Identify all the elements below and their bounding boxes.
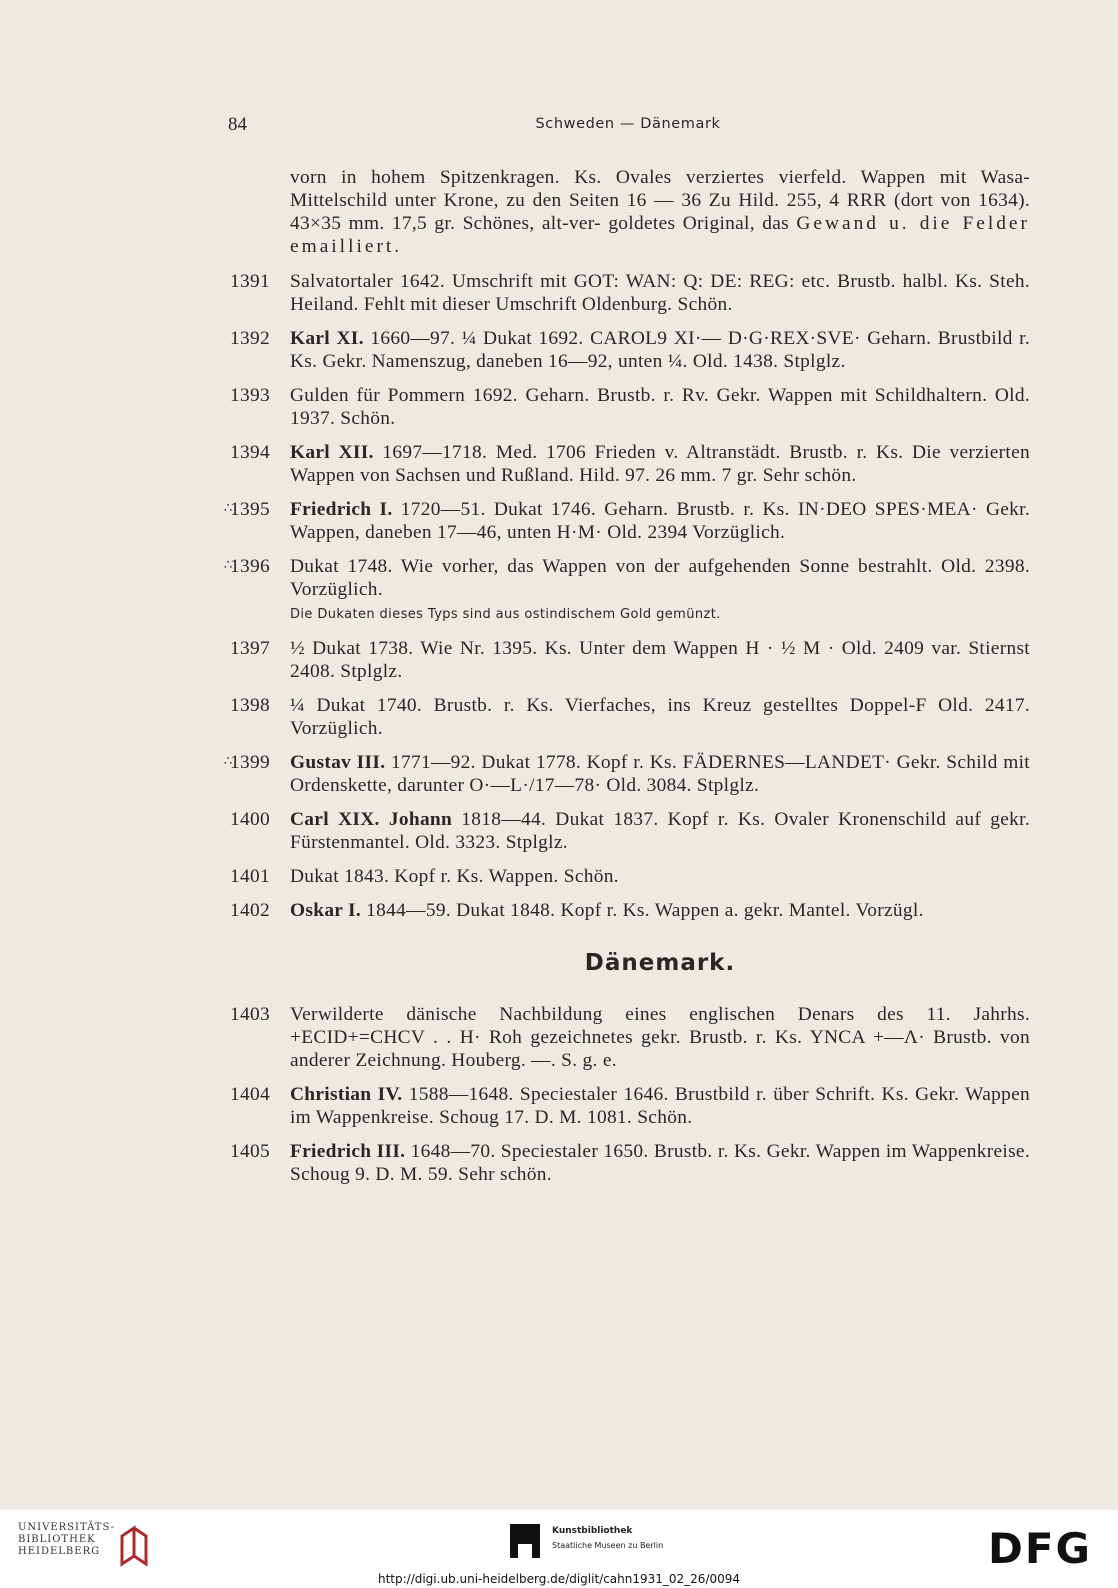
catalog-entry [224, 498, 1030, 544]
entry-text: Dukat 1843. Kopf r. Ks. Wappen. Schön. [290, 866, 619, 887]
entry-number-text: 1393 [230, 385, 270, 406]
uni-heidelberg-logo[interactable] [18, 1522, 158, 1572]
entry-number [230, 327, 290, 373]
entry-number-text: 1399 [230, 752, 270, 773]
entry-text: 1771—92. Dukat 1778. Kopf r. Ks. FÄDERNES—LANDET· Gekr. Schild mit Ordenskette, darunter O·—L·/17—78· Old. 3084. Stplglz. [290, 752, 1030, 796]
entry-ruler: Karl XI. [290, 328, 364, 349]
entry-number-text: 1394 [230, 442, 270, 463]
section-heading: Dänemark. [584, 950, 736, 976]
entry-number-text: 1402 [230, 900, 270, 921]
kunstbibliothek-mark-icon [510, 1524, 540, 1558]
entry-number-text: 1401 [230, 866, 270, 887]
entry-number [230, 1003, 290, 1072]
entry-description [290, 498, 1030, 544]
entry-number [224, 498, 290, 544]
entry-ruler: Karl XII. [290, 442, 374, 463]
entry-number [230, 1140, 290, 1186]
entry-number [230, 865, 290, 888]
entry-number-text: 1397 [230, 638, 270, 659]
entry-description [290, 808, 1030, 854]
catalog-text [224, 166, 1031, 1197]
entry-text: ½ Dukat 1738. Wie Nr. 1395. Ks. Unter dem Wappen H · ½ M · Old. 2409 var. Stiernst 2408. Stplglz. [290, 638, 1030, 682]
entry-description [290, 384, 1030, 430]
catalog-entry [224, 751, 1030, 797]
catalog-entry [230, 1003, 1030, 1072]
catalog-entry [230, 637, 1030, 683]
catalog-entry [230, 694, 1030, 740]
entry-description [290, 555, 1030, 626]
entry-ruler: Friedrich III. [290, 1141, 406, 1162]
entry-ruler: Oskar I. [290, 900, 362, 921]
running-head: Schweden — Dänemark [535, 116, 721, 132]
entry-text: Salvatortaler 1642. Umschrift mit GOT: WAN: Q: DE: REG: etc. Brustb. halbl. Ks. Steh. Heiland. Fehlt mit dieser Umschrift Oldenburg. Schön. [290, 271, 1030, 315]
entry-description [290, 1003, 1030, 1072]
catalog-entries [224, 270, 1030, 922]
continuation-line: mit Wasa-Mittelschild unter Krone, zu den Seiten 16 — 36 Zu Hild. [290, 167, 1031, 211]
catalog-entry [230, 327, 1030, 373]
footer-bar [0, 1510, 1118, 1588]
continuation-line: vorn in hohem Spitzenkragen. Ks. Ovales verziertes vierfeld. Wappen [290, 167, 926, 188]
entry-text: 1818—44. Dukat 1837. Kopf r. Ks. Ovaler Kronenschild auf gekr. Fürstenmantel. Old. 3323. Stplglz. [290, 809, 1030, 853]
page-header [228, 114, 1028, 144]
star-marker-icon: ∴ [224, 558, 233, 573]
entry-text: Verwilderte dänische Nachbildung eines englischen Denars des 11. Jahrhs. +ECID+=CHCV . . H· Roh gezeichnetes gekr. Brustb. r. Ks. YNCA +—Λ· Brustb. von anderer Zeichnung. Houberg. —. S. g. e. [290, 1004, 1030, 1071]
entry-text: 1844—59. Dukat 1848. Kopf r. Ks. Wappen a. gekr. Mantel. Vorzügl. [366, 900, 924, 921]
entry-description [290, 865, 1030, 888]
uni-line: UNIVERSITÄTS- [18, 1522, 116, 1533]
entry-number-text: 1395 [230, 499, 270, 520]
continuation-paragraph [290, 166, 1030, 258]
entry-number-text: 1398 [230, 695, 270, 716]
star-marker-icon: ∴ [224, 501, 233, 516]
catalog-entries-denmark [230, 1003, 1030, 1186]
entry-description [290, 441, 1030, 487]
entry-number [230, 384, 290, 430]
entry-text: Gulden für Pommern 1692. Geharn. Brustb. r. Rv. Gekr. Wappen mit Schildhaltern. Old. 1937. Schön. [290, 385, 1030, 429]
entry-number-text: 1405 [230, 1141, 270, 1162]
dfg-logo[interactable]: DFG [987, 1524, 1092, 1573]
entry-number [224, 555, 290, 626]
entry-number [230, 694, 290, 740]
permalink-url[interactable]: http://digi.ub.uni-heidelberg.de/diglit/cahn1931_02_26/0094 [377, 1572, 741, 1586]
kb-subtitle: Staatliche Museen zu Berlin [552, 1541, 664, 1550]
continuation-line: goldetes Original, das [608, 213, 789, 234]
kb-name: Kunstbibliothek [552, 1526, 633, 1536]
entry-description [290, 270, 1030, 316]
page-number: 84 [228, 114, 247, 135]
star-marker-icon: ∴ [224, 754, 233, 769]
entry-ruler: Carl XIX. Johann [290, 809, 453, 830]
entry-text: Dukat 1748. Wie vorher, das Wappen von der aufgehenden Sonne bestrahlt. Old. 2398. Vorzüglich. [290, 556, 1030, 600]
entry-text: 1697—1718. Med. 1706 Frieden v. Altranstädt. Brustb. r. Ks. Die verzierten Wappen von Sachsen und Rußland. Hild. 97. 26 mm. 7 gr. Sehr schön. [290, 442, 1030, 486]
catalog-entry [230, 1083, 1030, 1129]
catalog-entry [224, 555, 1030, 626]
catalog-entry [230, 441, 1030, 487]
entry-number [230, 270, 290, 316]
entry-description [290, 1083, 1030, 1129]
continuation-spaced: Gewand u. die Felder emailliert. [290, 213, 1030, 257]
entry-number-text: 1404 [230, 1084, 270, 1105]
catalog-entry [230, 899, 1030, 922]
entry-ruler: Christian IV. [290, 1084, 403, 1105]
entry-number-text: 1396 [230, 556, 270, 577]
entry-text: 1660—97. ¼ Dukat 1692. CAROL9 XI·— D·G·REX·SVE· Geharn. Brustbild r. Ks. Gekr. Namenszug, daneben 16—92, unten ¼. Old. 1438. Stplglz. [290, 328, 1030, 372]
library-mark-icon [114, 1524, 154, 1570]
entry-number-text: 1391 [230, 271, 270, 292]
entry-text: 1588—1648. Speciestaler 1646. Brustbild r. über Schrift. Ks. Gekr. Wappen im Wappenkreise. Schoug 17. D. M. 1081. Schön. [290, 1084, 1031, 1128]
entry-description [290, 694, 1030, 740]
entry-number [224, 751, 290, 797]
continuation-line: 255, 4 RRR (dort von 1634). 43×35 mm. 17,5 gr. Schönes, alt-ver- [290, 190, 1030, 234]
catalog-entry [230, 384, 1030, 430]
entry-number-text: 1403 [230, 1004, 270, 1025]
entry-description [290, 1140, 1030, 1186]
catalog-entry [230, 865, 1030, 888]
entry-text: 1720—51. Dukat 1746. Geharn. Brustb. r. Ks. IN·DEO SPES·MEA· Gekr. Wappen, daneben 17—46, unten H·M· Old. 2394 Vorzüglich. [290, 499, 1030, 543]
entry-number-text: 1392 [230, 328, 270, 349]
catalog-entry [230, 270, 1030, 316]
uni-line: BIBLIOTHEK [18, 1534, 96, 1545]
catalog-entry [230, 808, 1030, 854]
entry-number [230, 441, 290, 487]
entry-ruler: Gustav III. [290, 752, 386, 773]
entry-number [230, 899, 290, 922]
uni-line: HEIDELBERG [18, 1546, 101, 1557]
entry-number [230, 1083, 290, 1129]
catalog-entry [230, 1140, 1030, 1186]
entry-text: ¼ Dukat 1740. Brustb. r. Ks. Vierfaches, ins Kreuz gestelltes Doppel-F Old. 2417. Vorzüglich. [290, 695, 1030, 739]
entry-text: 1648—70. Speciestaler 1650. Brustb. r. Ks. Gekr. Wappen im Wappenkreise. Schoug 9. D. M. 59. Sehr schön. [290, 1141, 1030, 1185]
entry-note: Die Dukaten dieses Typs sind aus ostindischem Gold gemünzt. [290, 607, 721, 622]
entry-description [290, 637, 1030, 683]
entry-description [290, 327, 1030, 373]
entry-description [290, 751, 1030, 797]
entry-number [230, 808, 290, 854]
entry-number [230, 637, 290, 683]
entry-number-text: 1400 [230, 809, 270, 830]
entry-description [290, 899, 1030, 922]
entry-ruler: Friedrich I. [290, 499, 393, 520]
